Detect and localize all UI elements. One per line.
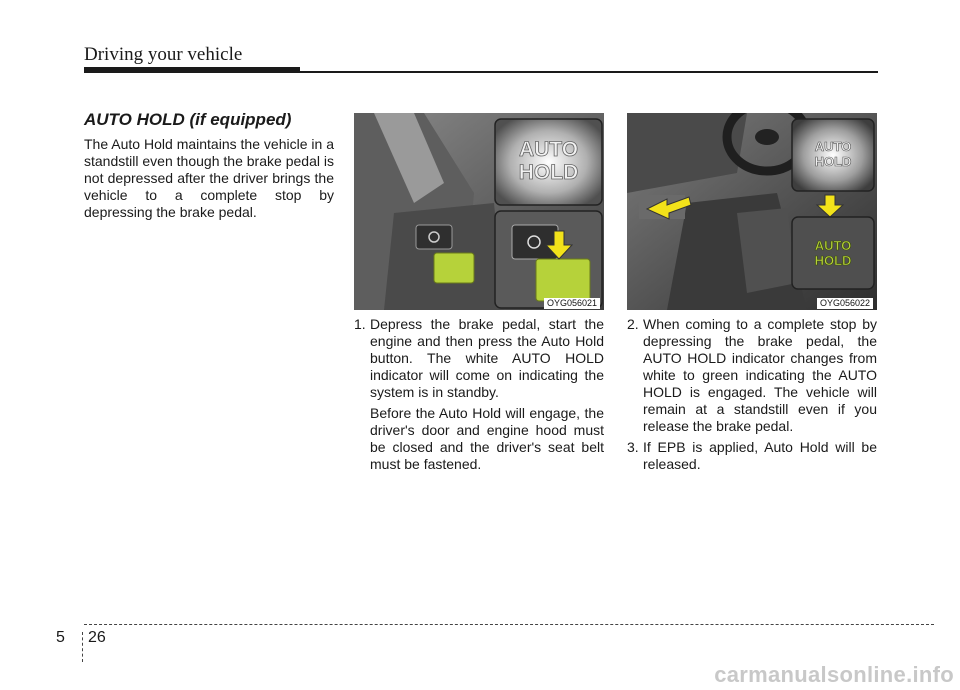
page-number: 26 <box>88 629 106 646</box>
watermark: carmanualsonline.info <box>714 662 954 687</box>
header-rule <box>84 67 300 73</box>
white-indicator-line2: HOLD <box>814 154 852 169</box>
step-3 <box>627 439 877 473</box>
figure-code: OYG056021 <box>544 298 600 309</box>
step-text: When coming to a complete stop by depressing the brake pedal, the AUTO HOLD indicator changes from white to green indicating the AUTO HOLD is engaged. The vehicle will remain at a standstill even if you release the brake pedal. <box>643 316 877 434</box>
step-number: 1. <box>354 316 366 332</box>
header-rule-thin <box>300 71 878 73</box>
step-1 <box>354 316 604 401</box>
footer-divider <box>82 632 83 662</box>
step-number: 2. <box>627 316 639 332</box>
figure-code: OYG056022 <box>817 298 873 309</box>
steps-right <box>627 316 877 477</box>
chapter-number: 5 <box>56 629 65 646</box>
header-title: Driving your vehicle <box>84 44 243 65</box>
step-1-note: Before the Auto Hold will engage, the driver's door and engine hood must be closed and the driver's seat belt must be fastened. <box>370 405 604 472</box>
green-indicator-line2: HOLD <box>814 253 852 268</box>
green-indicator-line1: AUTO <box>814 238 852 253</box>
figure-driver-area <box>627 113 877 310</box>
auto-hold-indicator-line1: AUTO <box>518 138 579 161</box>
step-text: If EPB is applied, Auto Hold will be released. <box>643 439 877 472</box>
auto-hold-indicator-line2: HOLD <box>518 161 579 184</box>
step-text: Depress the brake pedal, start the engine and then press the Auto Hold button. The white AUTO HOLD indicator will come on indicating the system is in standby. <box>370 316 604 400</box>
step-number: 3. <box>627 439 639 455</box>
steps-left <box>354 316 604 473</box>
figure-console <box>354 113 604 310</box>
console-illustration <box>354 113 604 310</box>
section-heading: AUTO HOLD (if equipped) <box>84 110 292 129</box>
intro-paragraph: The Auto Hold maintains the vehicle in a standstill even though the brake pedal is not depressed after the driver brings the vehicle to a complete stop by depressing the brake pedal. <box>84 136 334 220</box>
driver-area-illustration <box>627 113 877 310</box>
footer-rule <box>84 624 934 625</box>
white-indicator-line1: AUTO <box>814 139 852 154</box>
step-2 <box>627 316 877 435</box>
